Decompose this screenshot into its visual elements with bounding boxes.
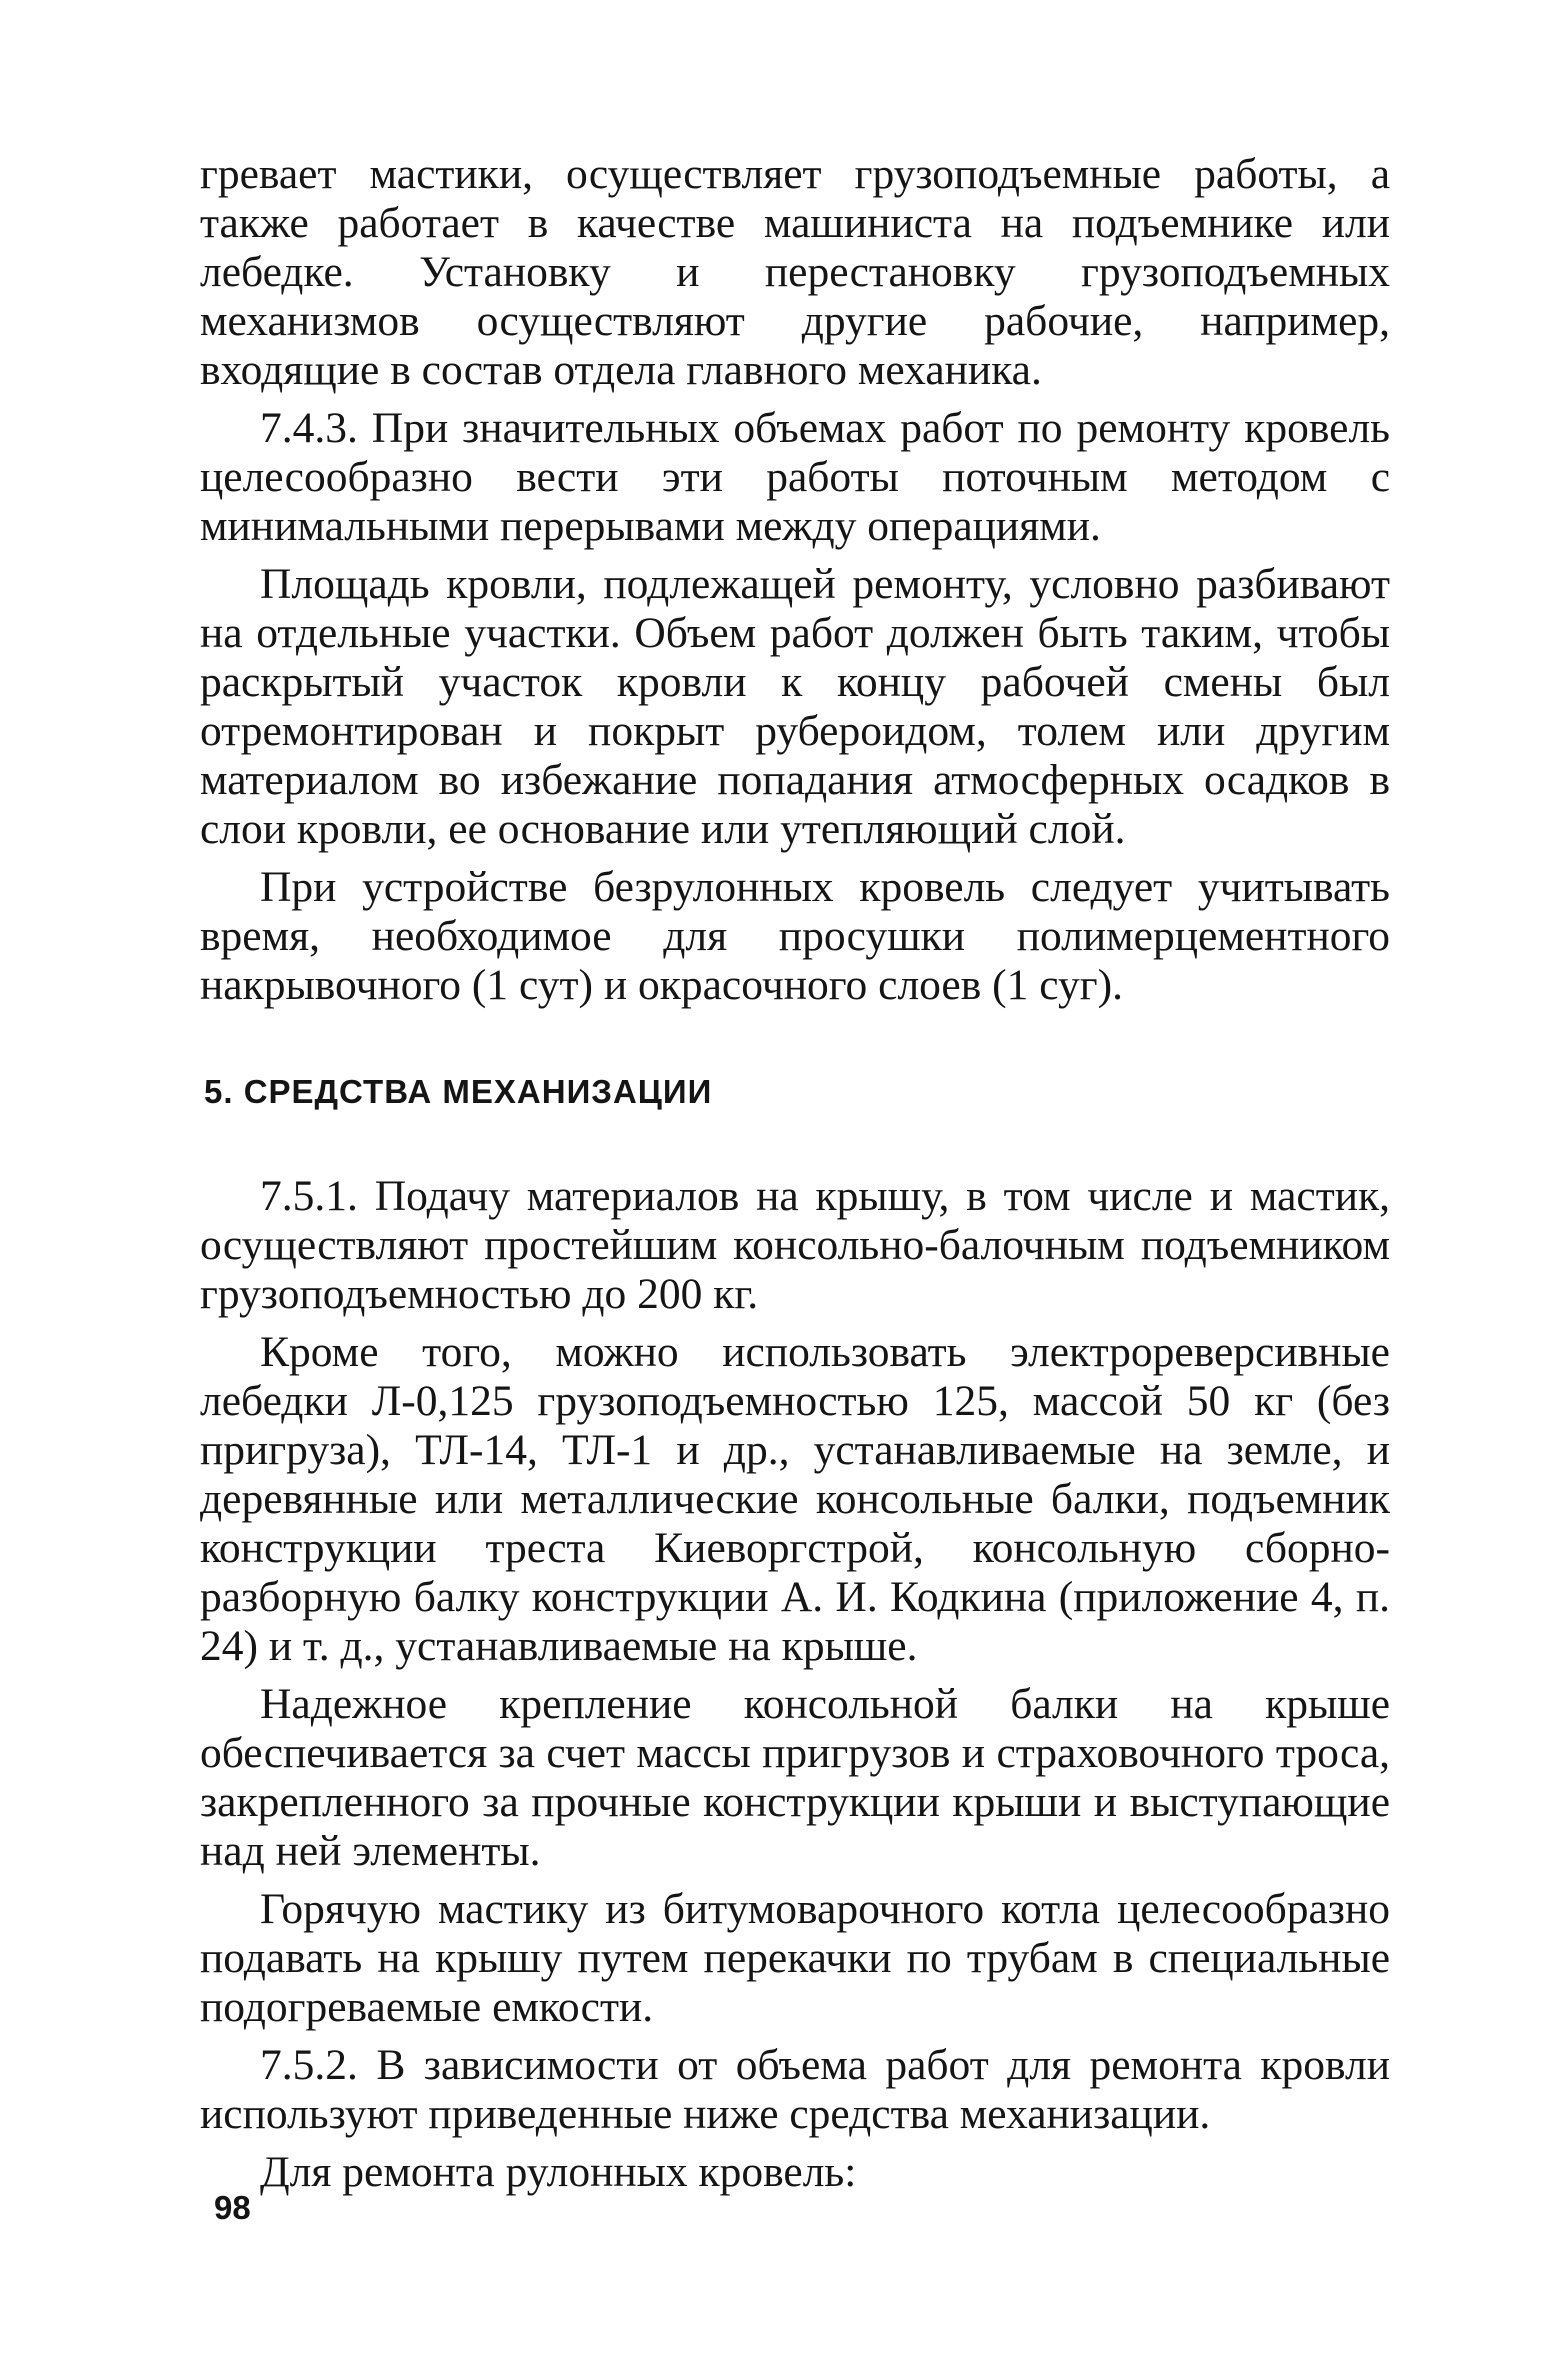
- paragraph: Кроме того, можно использовать электрореверсивные лебедки Л-0,125 грузоподъемностью 125, массой 50 кг (без пригруза), ТЛ-14, ТЛ-1 и др., устанавливаемые на земле, и деревянные или металлические консольные балки, подъемник конструкции треста Киеворгстрой, консольную сборно-разборную балку конструкции А. И. Кодкина (приложение 4, п. 24) и т. д., устанавливаемые на крыше.: [200, 1328, 1390, 1670]
- page-number: 98: [214, 2189, 251, 2226]
- paragraph: Площадь кровли, подлежащей ремонту, условно разбивают на отдельные участки. Объем работ должен быть таким, чтобы раскрытый участок кровли к концу рабочей смены был отремонтирован и покрыт рубероидом, толем или другим материалом во избежание попадания атмосферных осадков в слои кровли, ее основание или утепляющий слой.: [200, 560, 1390, 853]
- paragraph: 7.4.3. При значительных объемах работ по ремонту кровель целесообразно вести эти работы поточным методом с минимальными перерывами между операциями.: [200, 404, 1390, 550]
- paragraph: Надежное крепление консольной балки на крыше обеспечивается за счет массы пригрузов и страховочного троса, закрепленного за прочные конструкции крыши и выступающие над ней элементы.: [200, 1680, 1390, 1875]
- paragraph: Для ремонта рулонных кровель:: [260, 2148, 857, 2196]
- paragraph: При устройстве безрулонных кровель следует учитывать время, необходимое для просушки полимерцементного накрывочного (1 сут) и окрасочного слоев (1 суг).: [200, 863, 1390, 1009]
- paragraph: гревает мастики, осуществляет грузоподъемные работы, а также работает в качестве машиниста на подъемнике или лебедке. Установку и перестановку грузоподъемных механизмов осуществляют другие рабочие, например, входящие в состав отдела главного механика.: [200, 150, 1390, 394]
- paragraphs-after-heading: [200, 1172, 1390, 2197]
- paragraph: 7.5.2. В зависимости от объема работ для ремонта кровли используют приведенные ниже средства механизации.: [200, 2041, 1390, 2138]
- paragraph: 7.5.1. Подачу материалов на крышу, в том числе и мастик, осуществляют простейшим консольно-балочным подъемником грузоподъемностью до 200 кг.: [200, 1172, 1390, 1318]
- paragraph: Горячую мастику из битумоварочного котла целесообразно подавать на крышу путем перекачки по трубам в специальные подогреваемые емкости.: [200, 1885, 1390, 2031]
- page-text: [200, 150, 1390, 2206]
- section-heading: 5. СРЕДСТВА МЕХАНИЗАЦИИ: [204, 1073, 713, 1110]
- paragraphs-before-heading: [200, 150, 1390, 1010]
